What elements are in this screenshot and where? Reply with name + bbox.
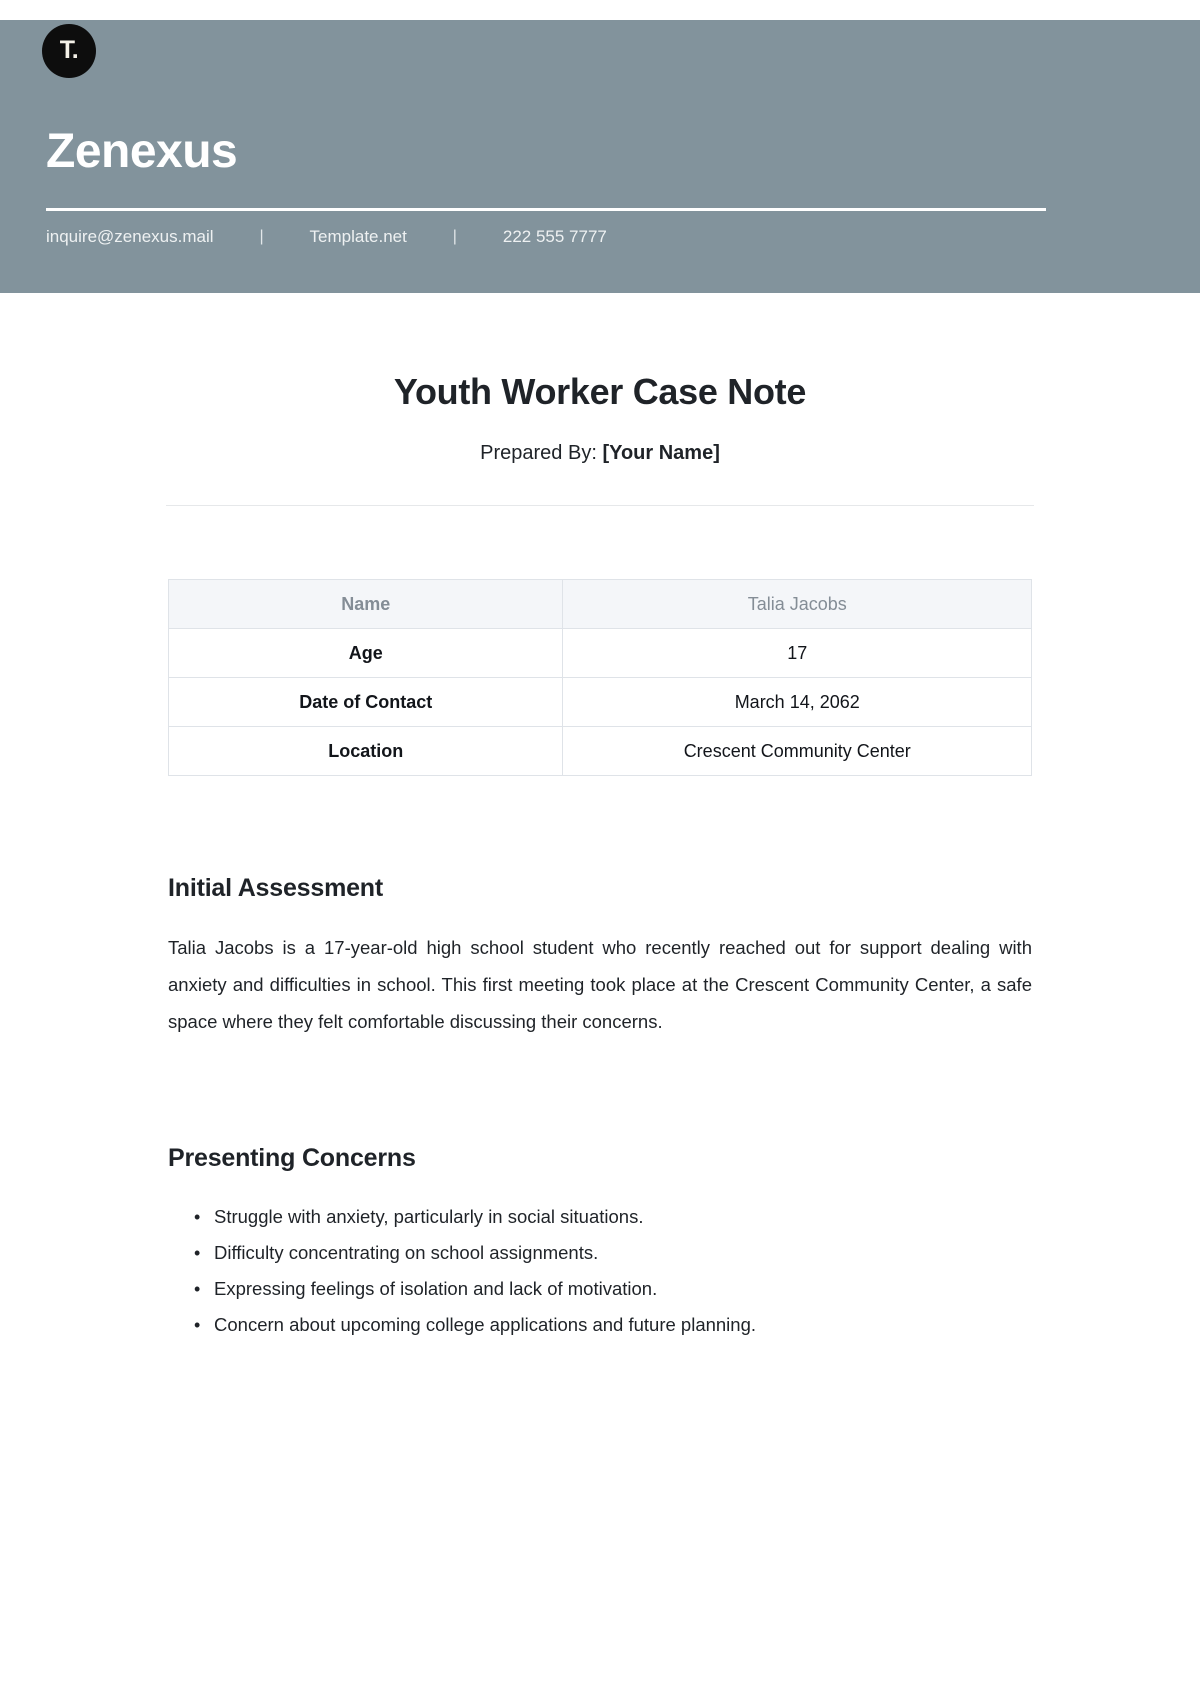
section-paragraph: Talia Jacobs is a 17-year-old high school student who recently reached out for support dealing with anxiety and difficulties in school. This first meeting took place at the Crescent Community Center, a safe space where they felt comfortable discussing their concerns. [168,937,1032,1032]
table-row [169,629,1032,678]
logo-monogram: T. [59,35,79,64]
contact-phone[interactable]: 222 555 7777 [502,227,607,246]
list-item: • Expressing feelings of isolation and lack of motivation. [194,1271,1032,1307]
table-cell-label: Date of Contact [169,678,563,727]
table-cell-value[interactable]: Crescent Community Center [563,727,1032,776]
contact-row [46,227,607,247]
table-cell-label: Name [169,580,563,629]
contact-separator-1: | [259,228,264,245]
letterhead-header [0,20,1200,293]
prepared-by-label: Prepared By: [480,442,597,464]
list-item: • Concern about upcoming college applications and future planning. [194,1307,1032,1343]
table-row [169,580,1032,629]
brand-logo-icon [42,24,96,78]
section-heading: Initial Assessment [168,874,384,902]
table-cell-label: Location [169,727,563,776]
case-info-table [168,579,1032,776]
contact-email[interactable]: inquire@zenexus.mail [46,227,214,246]
table-row [169,678,1032,727]
document-body [0,293,1200,1343]
page-title: Youth Worker Case Note [393,371,807,412]
table-cell-label: Age [169,629,563,678]
title-divider [166,505,1034,506]
table-cell-value[interactable]: Talia Jacobs [563,580,1032,629]
section-initial-assessment [168,874,1032,1040]
brand-name: Zenexus [46,125,238,178]
concerns-list [168,1199,1032,1343]
contact-website[interactable]: Template.net [309,227,407,246]
section-heading: Presenting Concerns [168,1144,416,1172]
list-item: • Struggle with anxiety, particularly in social situations. [194,1199,1032,1235]
list-item: • Difficulty concentrating on school assignments. [194,1235,1032,1271]
table-row [169,727,1032,776]
table-cell-value[interactable]: 17 [563,629,1032,678]
contact-separator-2: | [452,228,457,245]
prepared-by [0,442,1200,465]
table-cell-value[interactable]: March 14, 2062 [563,678,1032,727]
header-divider [46,208,1046,211]
prepared-by-value[interactable]: [Your Name] [602,442,720,464]
section-presenting-concerns [168,1144,1032,1343]
